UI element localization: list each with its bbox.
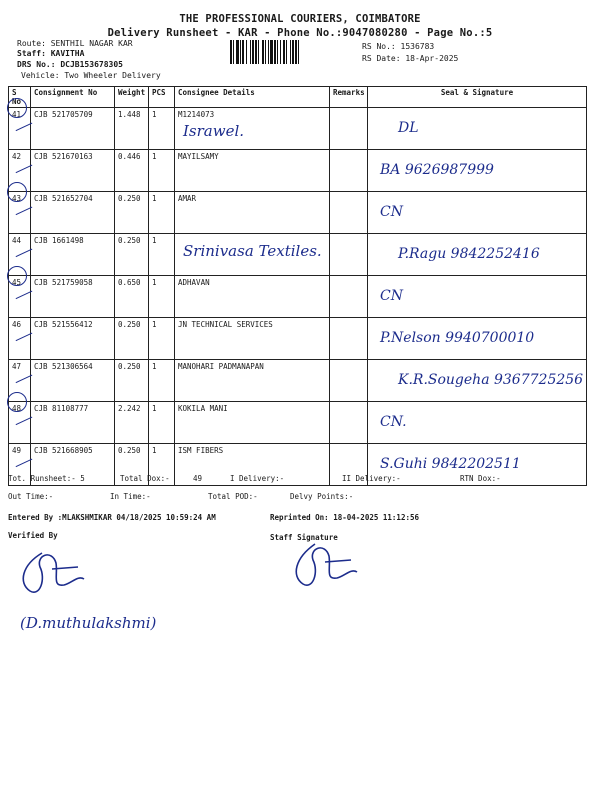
cell-sno: 42 (9, 150, 31, 192)
cell-sno: 43 (9, 192, 31, 234)
cell-consignee: KOKILA MANI (175, 402, 330, 444)
table-row (9, 318, 587, 360)
cell-pcs: 1 (149, 150, 175, 192)
ii-delivery: II Delivery:- (342, 474, 401, 483)
cell-weight: 0.650 (115, 276, 149, 318)
cell-consignee: MANOHARI PADMANAPAN (175, 360, 330, 402)
cell-seal-signature (368, 318, 587, 360)
cell-weight: 0.250 (115, 192, 149, 234)
cell-remarks (330, 192, 368, 234)
cell-seal-signature (368, 276, 587, 318)
table-row (9, 234, 587, 276)
handwritten-consignee: Israwel. (183, 122, 245, 140)
cell-consignee: ISM FIBERS (175, 444, 330, 486)
barcode (230, 40, 352, 64)
cell-sno: 46 (9, 318, 31, 360)
cell-consignment-no: CJB 521556412 (31, 318, 115, 360)
table-row (9, 108, 587, 150)
cell-seal-signature (368, 360, 587, 402)
staff-label: Staff: KAVITHA (17, 49, 85, 58)
cell-pcs: 1 (149, 234, 175, 276)
cell-seal-signature (368, 192, 587, 234)
handwritten-signature: S.Guhi 9842202511 (380, 456, 521, 472)
cell-consignee: ADHAVAN (175, 276, 330, 318)
cell-weight: 0.250 (115, 360, 149, 402)
table-row (9, 360, 587, 402)
cell-weight: 0.446 (115, 150, 149, 192)
in-time: In Time:- (110, 492, 151, 501)
out-time: Out Time:- (8, 492, 54, 501)
cell-remarks (330, 234, 368, 276)
col-header-pcs: PCS (149, 87, 175, 108)
col-header-consignment: Consignment No (31, 87, 115, 108)
handwritten-signature: CN. (380, 414, 407, 430)
verifier-signature (12, 545, 87, 600)
cell-weight: 1.448 (115, 108, 149, 150)
cell-consignment-no: CJB 521652704 (31, 192, 115, 234)
cell-remarks (330, 276, 368, 318)
delvy-points: Delvy Points:- (290, 492, 354, 501)
cell-pcs: 1 (149, 444, 175, 486)
cell-seal-signature (368, 108, 587, 150)
verifier-name-note: (D.muthulakshmi) (20, 614, 157, 632)
i-delivery: I Delivery:- (230, 474, 285, 483)
cell-consignment-no: CJB 521670163 (31, 150, 115, 192)
cell-weight: 0.250 (115, 444, 149, 486)
cell-seal-signature (368, 234, 587, 276)
cell-sno: 49 (9, 444, 31, 486)
cell-pcs: 1 (149, 276, 175, 318)
handwritten-signature: BA 9626987999 (380, 162, 494, 178)
handwritten-signature: DL (398, 120, 419, 136)
cell-consignment-no: CJB 521759058 (31, 276, 115, 318)
cell-sno: 44 (9, 234, 31, 276)
cell-pcs: 1 (149, 360, 175, 402)
cell-pcs: 1 (149, 402, 175, 444)
cell-consignee: M1214073 Israwel. (175, 108, 330, 150)
total-pod: Total POD:- (208, 492, 258, 501)
cell-consignee: MAYILSAMY (175, 150, 330, 192)
table-row (9, 192, 587, 234)
tot-runsheet: Tot. Runsheet:- 5 (8, 474, 85, 483)
entered-by: Entered By :MLAKSHMIKAR 04/18/2025 10:59:24 AM (8, 513, 216, 522)
vehicle-label: Vehicle: Two Wheeler Delivery (21, 71, 161, 80)
cell-remarks (330, 360, 368, 402)
cell-consignment-no: CJB 521705709 (31, 108, 115, 150)
staff-signature (285, 538, 360, 593)
cell-consignment-no: CJB 1661498 (31, 234, 115, 276)
cell-pcs: 1 (149, 318, 175, 360)
cell-weight: 2.242 (115, 402, 149, 444)
handwritten-signature: CN (380, 204, 403, 220)
cell-weight: 0.250 (115, 318, 149, 360)
cell-consignee: AMAR (175, 192, 330, 234)
table-row (9, 150, 587, 192)
runsheet-table (8, 86, 587, 486)
cell-consignment-no: CJB 521668905 (31, 444, 115, 486)
col-header-sno: S No (9, 87, 31, 108)
cell-remarks (330, 150, 368, 192)
table-row (9, 402, 587, 444)
cell-pcs: 1 (149, 108, 175, 150)
route-label: Route: SENTHIL NAGAR KAR (17, 39, 133, 48)
handwritten-signature: K.R.Sougeha 9367725256 (398, 372, 584, 388)
company-title: THE PROFESSIONAL COURIERS, COIMBATORE (179, 13, 421, 25)
staff-signature-label: Staff Signature (270, 533, 338, 542)
runsheet-title: Delivery Runsheet - KAR - Phone No.:9047080280 - Page No.:5 (107, 27, 493, 39)
verified-by-label: Verified By (8, 531, 58, 540)
table-header-row (9, 87, 587, 108)
rs-date: RS Date: 18-Apr-2025 (362, 54, 459, 63)
cell-weight: 0.250 (115, 234, 149, 276)
cell-sno: 47 (9, 360, 31, 402)
rtn-dox: RTN Dox:- (460, 474, 501, 483)
cell-sno: 45 (9, 276, 31, 318)
cell-consignment-no: CJB 81108777 (31, 402, 115, 444)
cell-consignee (175, 234, 330, 276)
rs-number: RS No.: 1536783 (362, 42, 435, 51)
table-row (9, 276, 587, 318)
cell-remarks (330, 318, 368, 360)
col-header-weight: Weight (115, 87, 149, 108)
total-dox-value: 49 (193, 474, 203, 483)
handwritten-signature: P.Ragu 9842252416 (398, 246, 540, 262)
cell-seal-signature (368, 150, 587, 192)
handwritten-signature: P.Nelson 9940700010 (380, 330, 535, 346)
cell-remarks (330, 108, 368, 150)
total-dox-label: Total Dox:- (120, 474, 170, 483)
cell-remarks (330, 402, 368, 444)
drs-number: DRS No.: DCJB153678305 (17, 60, 123, 69)
col-header-consignee: Consignee Details (175, 87, 330, 108)
cell-consignment-no: CJB 521306564 (31, 360, 115, 402)
cell-pcs: 1 (149, 192, 175, 234)
cell-consignee: JN TECHNICAL SERVICES (175, 318, 330, 360)
handwritten-signature: CN (380, 288, 403, 304)
barcode-bar (298, 40, 299, 64)
cell-sno: 48 (9, 402, 31, 444)
col-header-seal: Seal & Signature (368, 87, 587, 108)
col-header-remarks: Remarks (330, 87, 368, 108)
cell-sno: 41 (9, 108, 31, 150)
reprinted-on: Reprinted On: 18-04-2025 11:12:56 (270, 513, 420, 522)
handwritten-consignee: Srinivasa Textiles. (183, 242, 322, 260)
cell-seal-signature (368, 402, 587, 444)
